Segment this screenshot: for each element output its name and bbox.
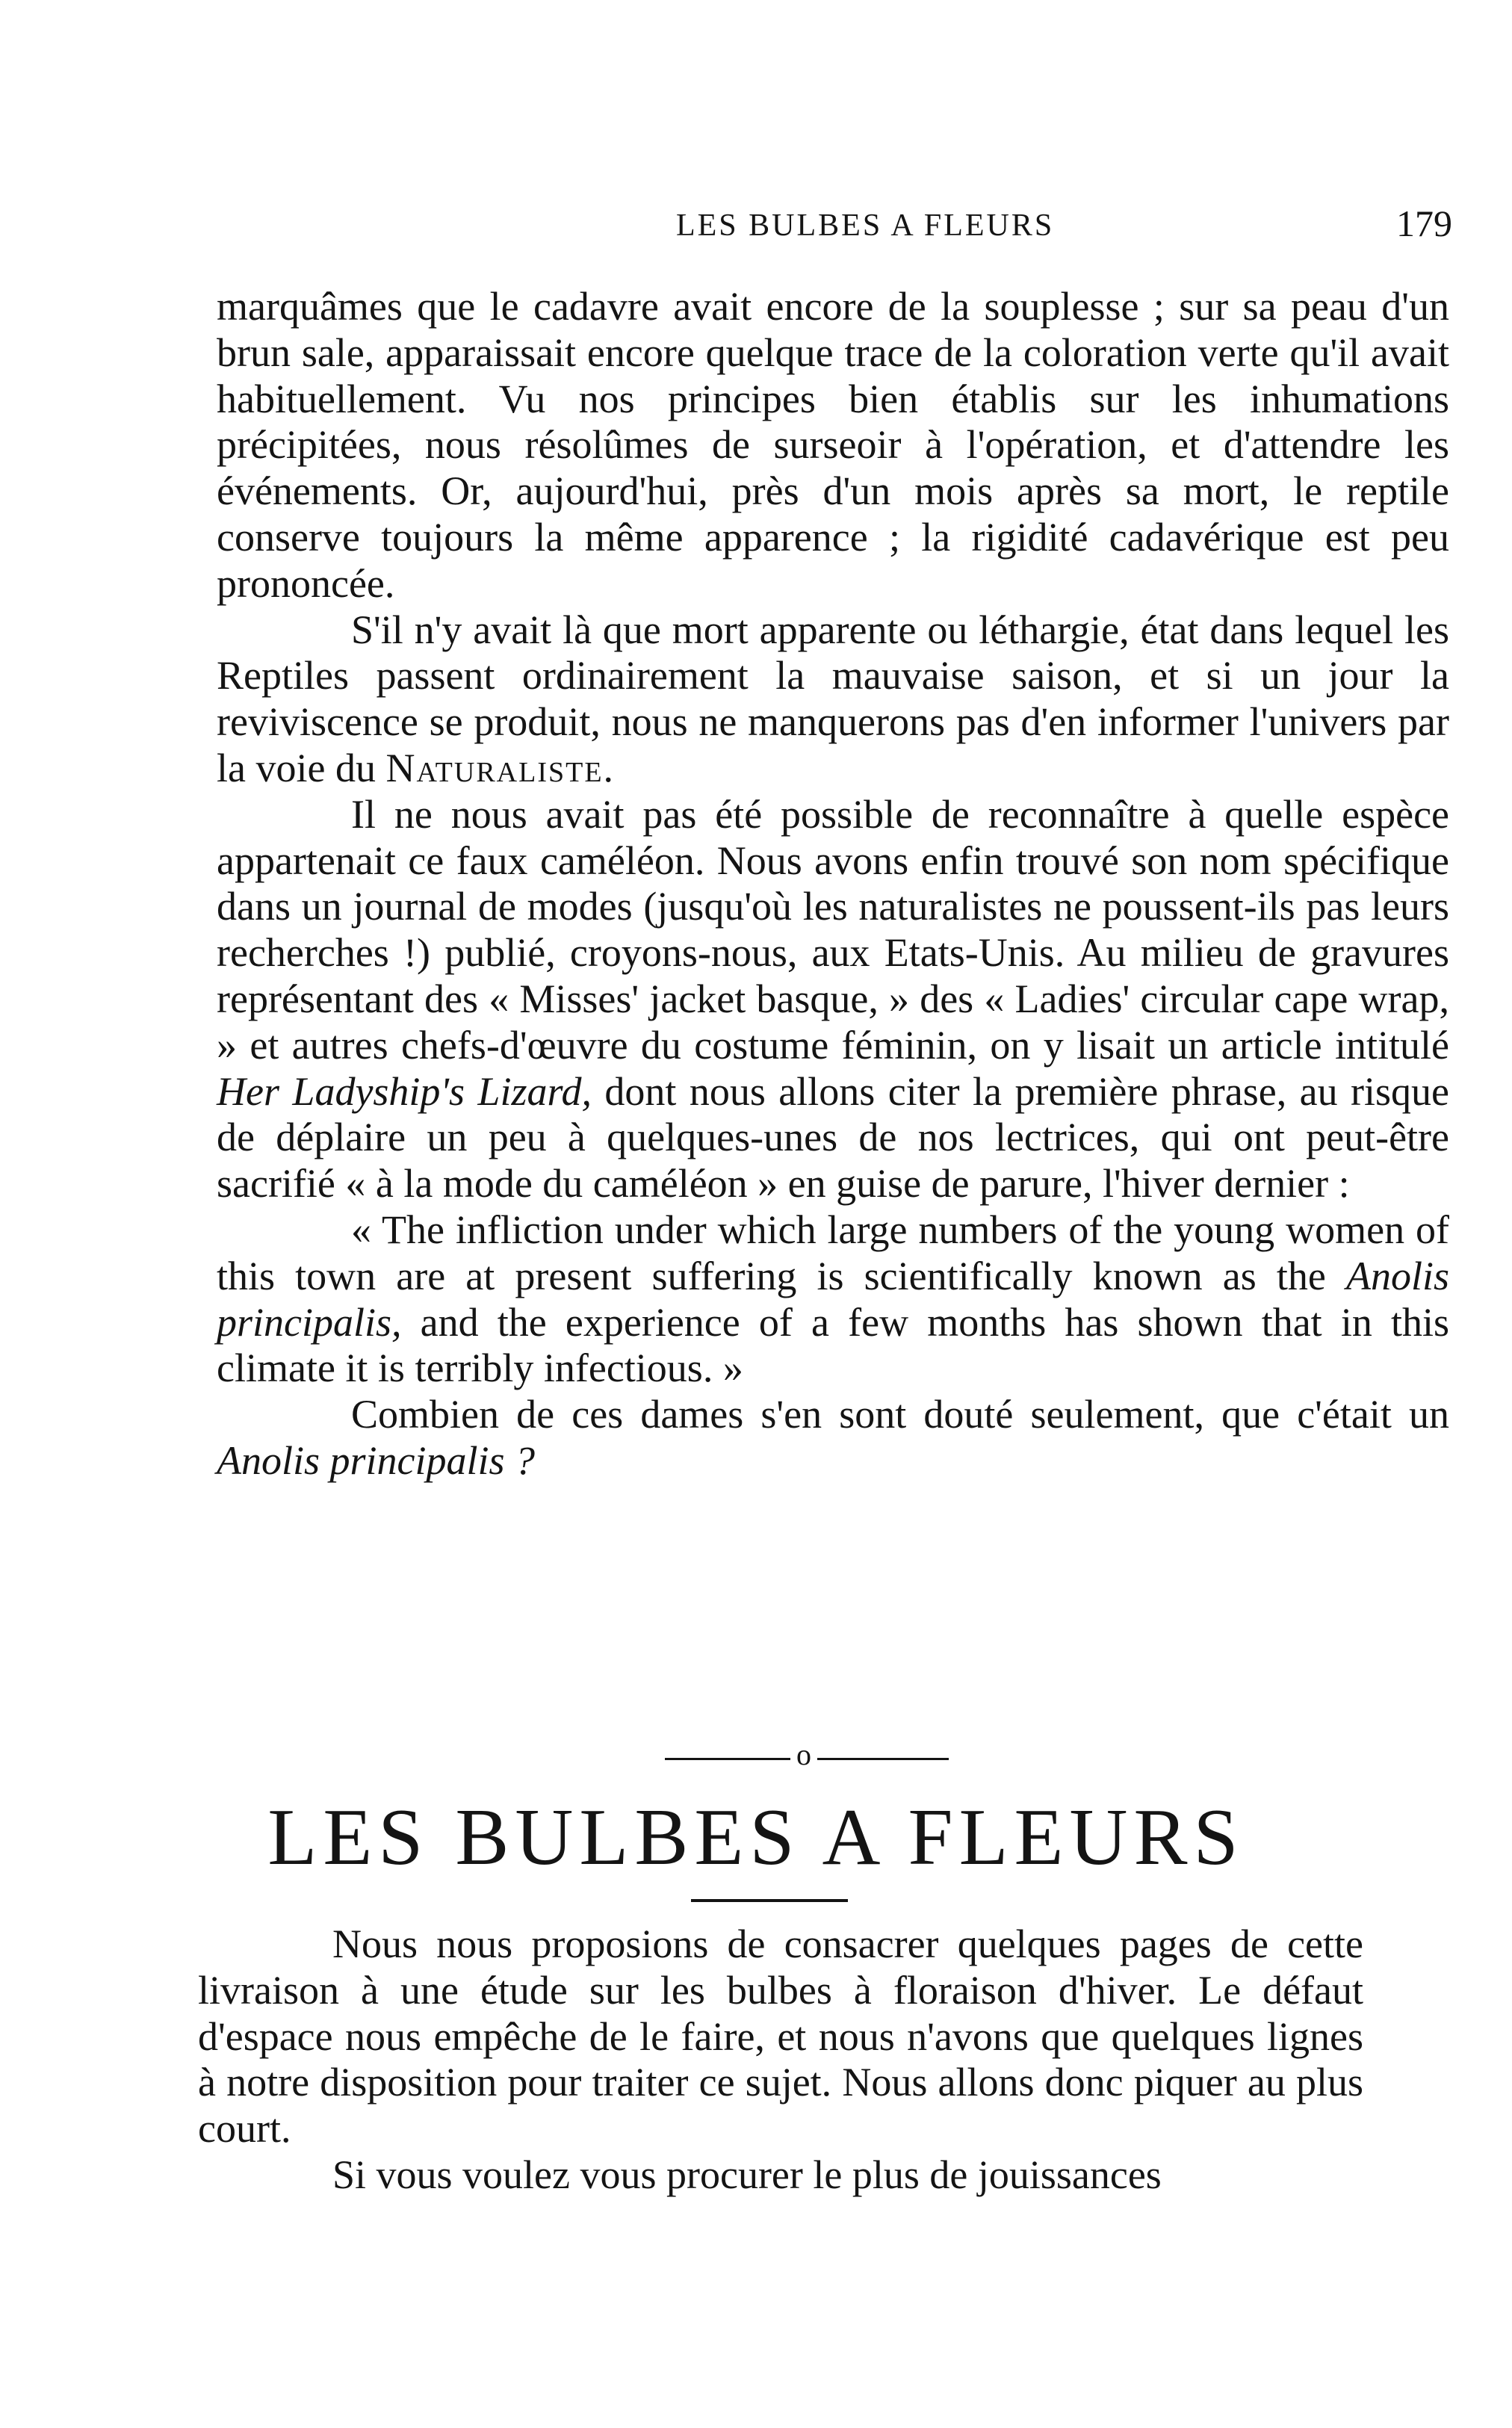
paragraph-species-text-a: Il ne nous avait pas été possible de reconnaître à quelle espèce appartenait ce faux caméléon. Nous avons enfin trouvé son nom spécifique dans un journal de modes (jusqu'où les naturalistes ne poussent-ils pas leurs recherches !) publié, croyons-nous, aux Etats-Unis. Au milieu de gravures représentant des « Misses' jacket basque, » des « Ladies' circular cape wrap, » et autres chefs-d'œuvre du costume féminin, on y lisait un article intitulé (217, 791, 1449, 1068)
article-title: Her Ladyship's Lizard, (217, 1068, 592, 1114)
article-bulbs (198, 1921, 1363, 2199)
species-name-question: Anolis principalis ? (217, 1437, 536, 1483)
page-number: 179 (1396, 202, 1452, 244)
paragraph-species-text-b: dont nous allons citer la première phrase, au risque de déplaire un peu à quelques-unes de nos lectrices, qui ont peut-être sacrifié « à la mode du caméléon » en guise de parure, l'hiver dernier : (217, 1068, 1449, 1207)
paragraph-lethargy (217, 607, 1449, 792)
paragraph-bulbs-start: Si vous voulez vous procurer le plus de jouissances (332, 2152, 1162, 2197)
species-name: Anolis principalis, (217, 1253, 1449, 1345)
article-continuation (217, 284, 1449, 1484)
paragraph-cadaver: marquâmes que le cadavre avait encore de la souplesse ; sur sa peau d'un brun sale, apparaissait encore quelque trace de la coloration verte qu'il avait habituellement. Vu nos principes bien établis sur les inhumations précipitées, nous résolûmes de surseoir à l'opération, et d'attendre les événements. Or, aujourd'hui, près d'un mois après sa mort, le reptile conserve toujours la même apparence ; la rigidité cadavérique est peu prononcée. (217, 284, 1449, 606)
english-quote-text-b: and the experience of a few months has shown that in this climate it is terribly infectious. » (217, 1299, 1449, 1391)
paragraph-bulbs-intro: Nous nous proposions de consacrer quelques pages de cette livraison à une étude sur les bulbes à floraison d'hiver. Le défaut d'espace nous empêche de le faire, et nous n'avons que quelques lignes à notre disposition pour traiter ce sujet. Nous allons donc piquer au plus court. (198, 1921, 1363, 2152)
title-underline (691, 1899, 848, 1902)
paragraph-species (217, 792, 1449, 1207)
english-quote-text-a: « The infliction under which large numbers of the young women of this town are at present suffering is scientifically known as the (217, 1207, 1449, 1298)
section-title: LES BULBES A FLEURS (267, 1793, 1245, 1882)
paragraph-lethargy-end: . (603, 745, 614, 790)
english-quote (217, 1207, 1449, 1392)
journal-name: Naturaliste (385, 745, 604, 790)
paragraph-question (217, 1392, 1449, 1484)
paragraph-lethargy-text: S'il n'y avait là que mort apparente ou léthargie, état dans lequel les Reptiles passent ordinairement la mauvaise saison, et si un jour la reviviscence se produit, nous ne manquerons pas d'en informer l'univers par la voie du (217, 607, 1449, 790)
running-title: LES BULBES A FLEURS (676, 208, 1055, 243)
paragraph-question-text: Combien de ces dames s'en sont douté seulement, que c'était un (351, 1392, 1449, 1437)
separator-mark: o (790, 1735, 817, 1775)
